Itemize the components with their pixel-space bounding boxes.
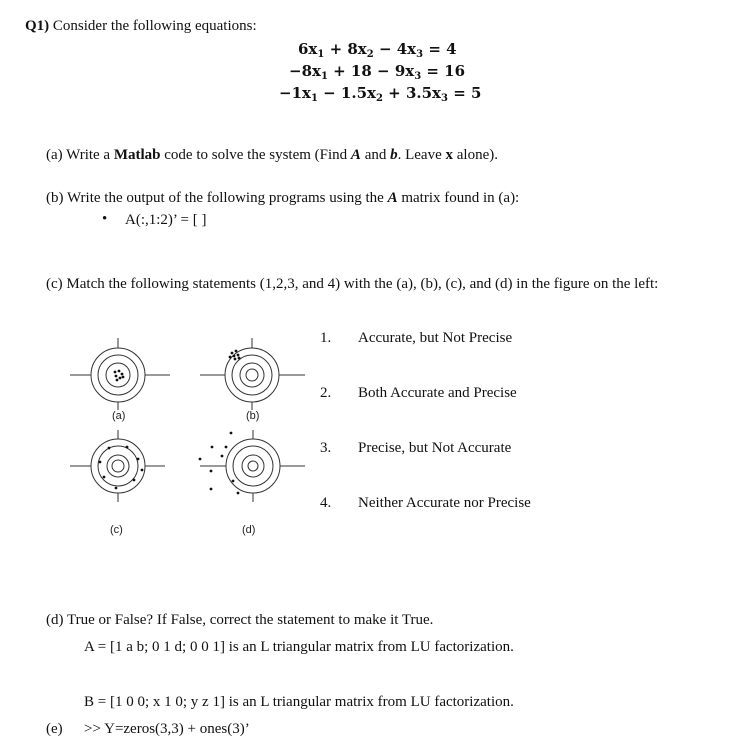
part-c: (c) Match the following statements (1,2,3, and 4) with the (a), (b), (c), and (d) in the figure on the left: <box>46 276 659 292</box>
part-b: (b) Write the output of the following programs using the A matrix found in (a): <box>46 190 520 206</box>
part-b-bullet: • <box>102 211 108 227</box>
target-c <box>70 430 165 502</box>
equation-3: $-1x_1 - 1.5x_2 + 3.5x_3 = 5$ <box>279 84 482 104</box>
figure-label-a: (a) <box>112 410 126 422</box>
target-d <box>200 430 305 502</box>
target-a <box>70 338 170 410</box>
figure-label-d: (d) <box>242 524 256 536</box>
statement-1-number: 1. <box>320 330 332 346</box>
question-intro: Consider the following equations: <box>52 18 257 34</box>
part-a: (a) Write a Matlab code to solve the system (Find A and b. Leave x alone). <box>46 147 498 163</box>
statement-3-text: Precise, but Not Accurate <box>358 440 512 456</box>
statement-2-text: Both Accurate and Precise <box>358 385 517 401</box>
statement-1-text: Accurate, but Not Precise <box>358 330 513 346</box>
part-d: (d) True or False? If False, correct the statement to make it True. <box>46 612 434 628</box>
equation-2: $-8x_1 + 18 - 9x_3 = 16$ <box>289 62 466 82</box>
part-e-label: (e) <box>46 721 63 737</box>
part-e-code: >> Y=zeros(3,3) + ones(3)’ <box>84 721 250 737</box>
figure-label-b: (b) <box>246 410 260 422</box>
target-b <box>200 338 305 410</box>
statement-2-number: 2. <box>320 385 332 401</box>
part-d-statement-2: B = [1 0 0; x 1 0; y z 1] is an L triangular matrix from LU factorization. <box>84 694 514 710</box>
statement-4-number: 4. <box>320 495 332 511</box>
question-number: Q1) <box>25 18 50 34</box>
target-figure <box>60 335 310 545</box>
equation-1: $6x_1 + 8x_2 - 4x_3 = 4$ <box>298 40 457 60</box>
statement-3-number: 3. <box>320 440 332 456</box>
statement-4-text: Neither Accurate nor Precise <box>358 495 531 511</box>
part-b-code: A(:,1:2)’ = [ ] <box>125 212 207 228</box>
part-d-statement-1: A = [1 a b; 0 1 d; 0 0 1] is an L triangular matrix from LU factorization. <box>84 639 514 655</box>
figure-label-c: (c) <box>110 524 123 536</box>
question-header <box>25 18 257 35</box>
